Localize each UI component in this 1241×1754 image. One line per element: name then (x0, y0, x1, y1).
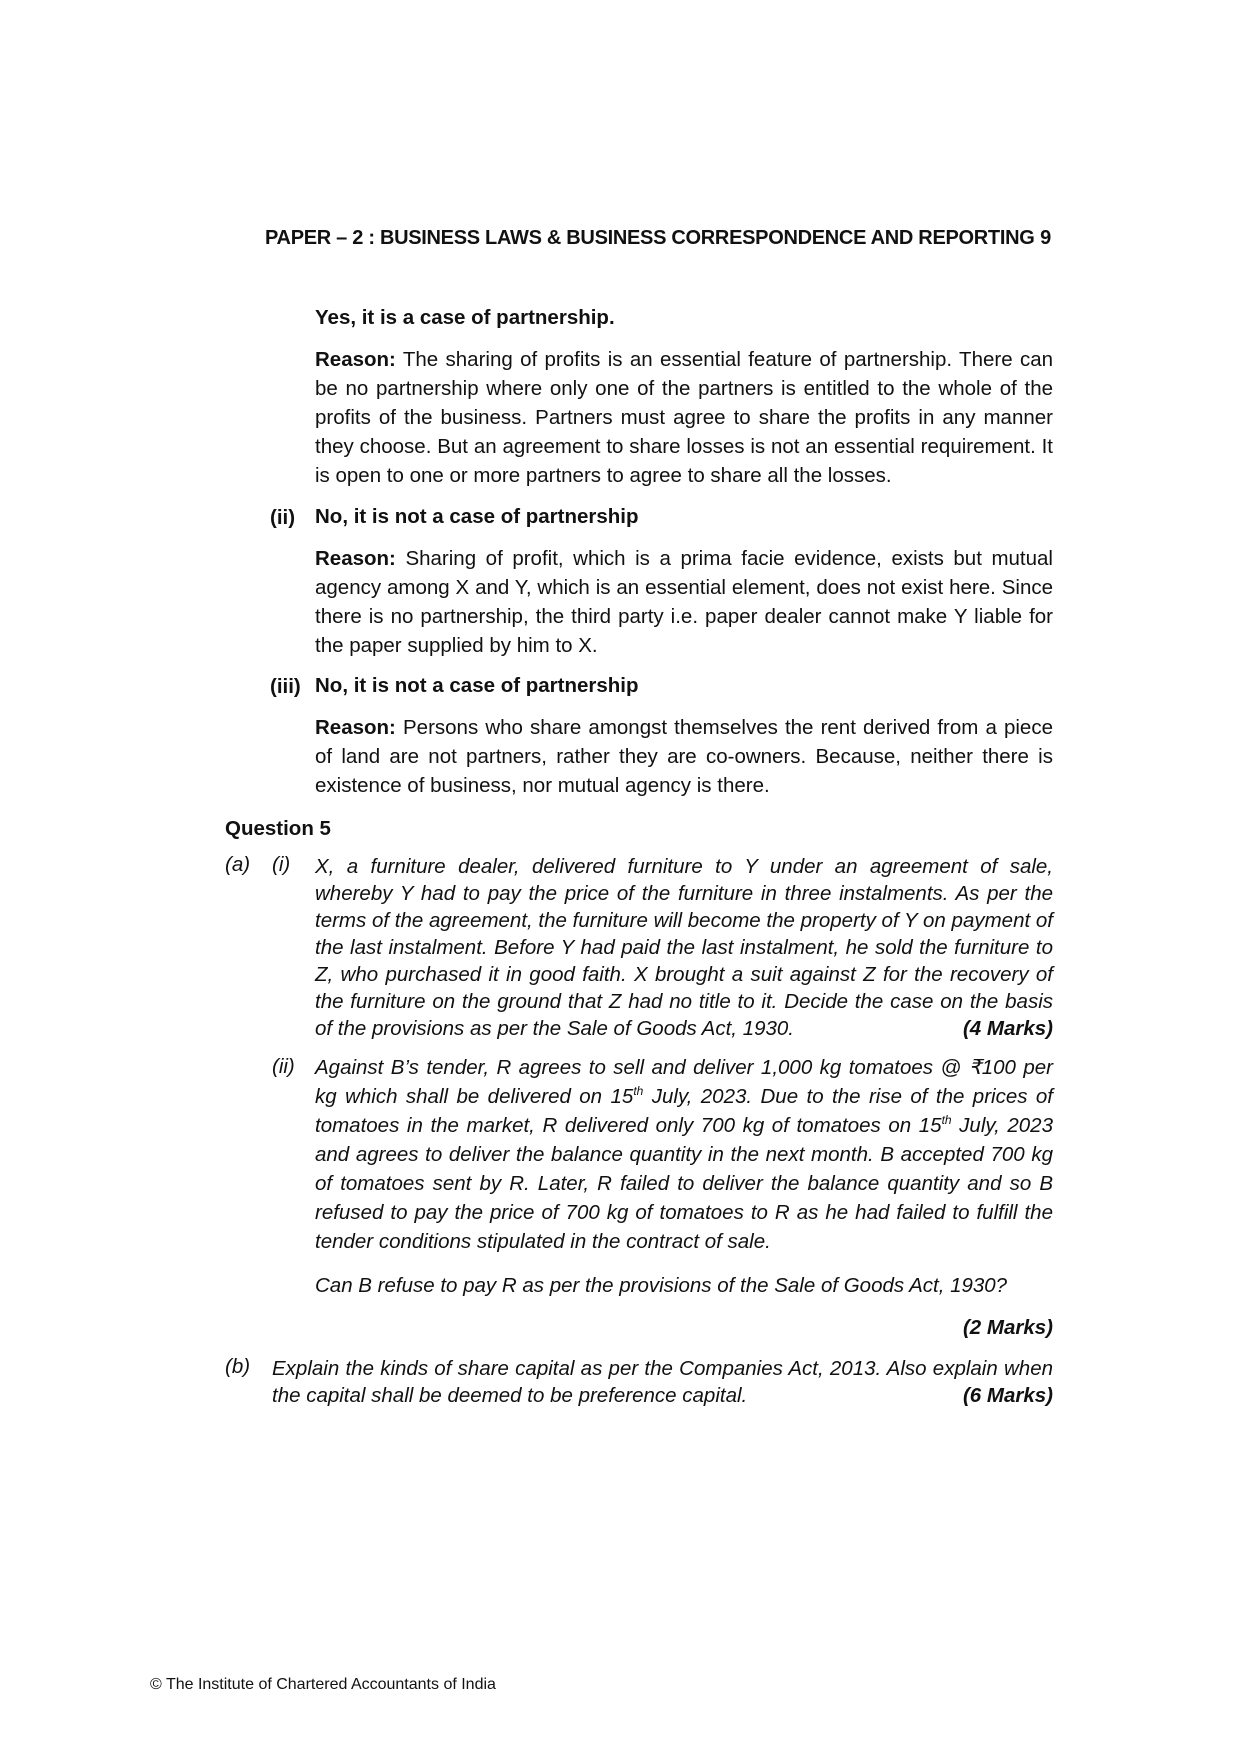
question-title: Question 5 (225, 817, 331, 840)
q-a-i-marks: (4 Marks) (962, 1017, 1053, 1040)
superscript: th (941, 1113, 952, 1128)
q-a-ii-marks: (2 Marks) (962, 1316, 1053, 1339)
q-a-label: (a) (225, 853, 251, 876)
reason-text: The sharing of profits is an essential feature of partnership. There can be no partnership where only one of the partners is entitled to the whole of the profits of the business. Partners must agree to share the profits in any manner they choose. But an agreement to share losses is not an essential requirement. It is open to one or more partners to agree to share all the losses. (315, 348, 1053, 487)
reason-label: Reason: (315, 716, 396, 739)
q-a-ii-part1: Against B’s tender, R agrees to sell and deliver 1,000 kg tomatoes @ ₹100 per kg which shall be delivered on 15 (315, 1056, 1053, 1108)
q-a-i-body: X, a furniture dealer, delivered furniture to Y under an agreement of sale, whereby Y had to pay the price of the furniture in three instalments. As per the terms of the agreement, the furniture will become the property of Y on payment of the last instalment. Before Y had paid the last instalment, he sold the furniture to Z, who purchased it in good faith. X brought a suit against Z for the recovery of the furniture on the ground that Z had no title to it. Decide the case on the basis of the provisions as per the Sale of Goods Act, 1930. (315, 855, 1053, 1040)
page-header (265, 227, 1051, 250)
q-a-ii-question: Can B refuse to pay R as per the provisions of the Sale of Goods Act, 1930? (315, 1274, 1008, 1297)
answer-i-reason (315, 345, 1053, 490)
q-b-label: (b) (225, 1355, 251, 1378)
reason-text: Sharing of profit, which is a prima facie evidence, exists but mutual agency among X and Y, which is an essential element, does not exist here. Since there is no partnership, the third party i.e. paper dealer cannot make Y liable for the paper supplied by him to X. (315, 547, 1053, 657)
superscript: th (633, 1084, 644, 1099)
q-b-text (272, 1355, 1053, 1409)
reason-text: Persons who share amongst themselves the rent derived from a piece of land are not partners, rather they are co-owners. Because, neither there is existence of business, nor mutual agency is there. (315, 716, 1053, 797)
q-a-i-label: (i) (272, 853, 291, 876)
q-a-ii-text (315, 1053, 1053, 1256)
reason-label: Reason: (315, 348, 396, 371)
q-a-ii-part2: July, 2023. Due to the rise of the prices of tomatoes in the market, R delivered only 700 kg of tomatoes on 15 (315, 1085, 1053, 1137)
header-title: PAPER – 2 : BUSINESS LAWS & BUSINESS CORRESPONDENCE AND REPORTING (265, 227, 1035, 249)
page-number: 9 (1040, 227, 1051, 249)
answer-ii-reason (315, 544, 1053, 660)
reason-label: Reason: (315, 547, 396, 570)
q-b-body: Explain the kinds of share capital as per the Companies Act, 2013. Also explain when the capital shall be deemed to be preference capital. (272, 1357, 1053, 1407)
copyright-footer: © The Institute of Chartered Accountants of India (150, 1676, 496, 1693)
answer-ii-label: (ii) (270, 506, 296, 529)
answer-iii-label: (iii) (270, 675, 301, 698)
q-b-marks: (6 Marks) (962, 1384, 1053, 1407)
q-a-ii-part3: July, 2023 and agrees to deliver the balance quantity in the next month. B accepted 700 kg of tomatoes sent by R. Later, R failed to deliver the balance quantity and so B refused to pay the price of 700 kg of tomatoes to R as he had failed to fulfill the tender conditions stipulated in the contract of sale. (315, 1114, 1053, 1253)
q-a-ii-label: (ii) (272, 1055, 295, 1078)
q-a-i-text (315, 853, 1053, 1042)
answer-i-heading: Yes, it is a case of partnership. (315, 306, 615, 329)
answer-iii-reason (315, 713, 1053, 800)
answer-iii-heading: No, it is not a case of partnership (315, 674, 639, 697)
answer-ii-heading: No, it is not a case of partnership (315, 505, 639, 528)
